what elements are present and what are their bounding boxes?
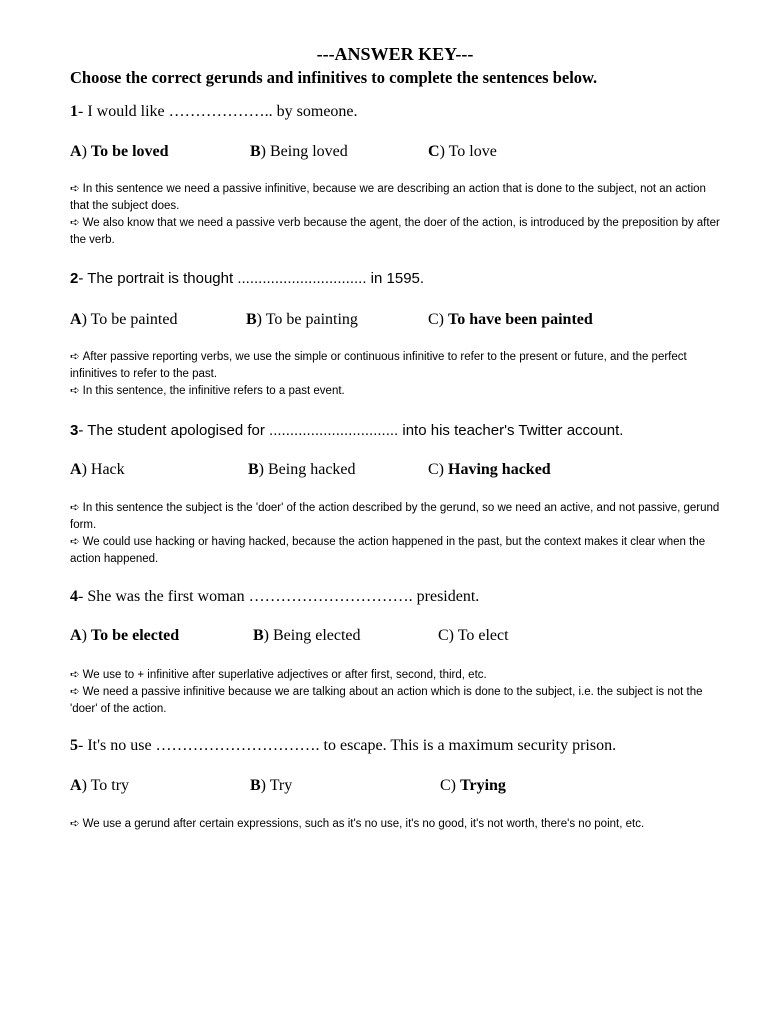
question-3-sentence	[70, 422, 623, 439]
question-4-notes	[70, 667, 720, 718]
question-5-option-c: C) Trying	[440, 777, 506, 794]
question-number: 1	[70, 103, 78, 120]
question-number: 3	[70, 422, 79, 439]
question-3-notes	[70, 500, 720, 568]
question-1-notes	[70, 181, 720, 249]
question-2-notes	[70, 349, 720, 400]
arrow-icon: ➪	[70, 536, 80, 548]
question-number: 4	[70, 588, 78, 605]
question-1-option-b: B) Being loved	[250, 143, 348, 160]
arrow-icon: ➪	[70, 669, 80, 681]
question-text: - It's no use …………………………. to escape. This is a maximum security prison.	[78, 737, 617, 754]
question-5-option-a: A) To try	[70, 777, 130, 794]
question-1-sentence	[70, 103, 358, 121]
question-1-option-a: A) To be loved	[70, 143, 169, 160]
question-4-option-c: C) To elect	[438, 627, 509, 644]
arrow-icon: ➪	[70, 385, 80, 397]
explanation-note: ➪ After passive reporting verbs, we use the simple or continuous infinitive to refer to the present or future, and the perfect infinitives to refer to the past.	[70, 351, 687, 380]
question-text: - I would like ……………….. by someone.	[78, 103, 358, 120]
arrow-icon: ➪	[70, 351, 80, 363]
question-5-notes	[70, 816, 720, 833]
arrow-icon: ➪	[70, 818, 80, 830]
explanation-note: ➪ In this sentence the subject is the 'doer' of the action described by the gerund, so we need an active, and not passive, gerund form.	[70, 502, 720, 531]
explanation-note: ➪ In this sentence we need a passive infinitive, because we are describing an action that is done to the subject, not an action that the subject does.	[70, 183, 706, 212]
explanation-note: ➪ We also know that we need a passive verb because the agent, the doer of the action, is introduced by the preposition by after the verb.	[70, 217, 720, 246]
arrow-icon: ➪	[70, 502, 80, 514]
explanation-note: ➪ We use to + infinitive after superlative adjectives or after first, second, third, etc.	[70, 669, 487, 681]
arrow-icon: ➪	[70, 217, 80, 229]
question-number: 2	[70, 270, 79, 287]
question-text: - The portrait is thought ............................... in 1595.	[78, 270, 425, 287]
question-number: 5	[70, 737, 78, 754]
explanation-note: ➪ In this sentence, the infinitive refers to a past event.	[70, 385, 345, 397]
explanation-note: ➪ We use a gerund after certain expressions, such as it's no use, it's no good, it's not worth, there's no point, etc.	[70, 818, 645, 830]
question-3-option-b: B) Being hacked	[248, 461, 356, 478]
question-2-sentence	[70, 270, 424, 287]
question-3-option-a: A) Hack	[70, 461, 125, 478]
question-2-option-b: B) To be painting	[246, 311, 358, 328]
question-5-sentence	[70, 737, 616, 755]
arrow-icon: ➪	[70, 183, 80, 195]
question-5-option-b: B) Try	[250, 777, 293, 794]
question-4-sentence	[70, 588, 479, 606]
question-2-option-a: A) To be painted	[70, 311, 178, 328]
question-text: - The student apologised for ............................... into his teacher's Twitter account.	[78, 422, 624, 439]
question-3-option-c: C) Having hacked	[428, 461, 551, 478]
question-2-option-c: C) To have been painted	[428, 311, 593, 328]
explanation-note: ➪ We need a passive infinitive because we are talking about an action which is done to the subject, i.e. the subject is not the 'doer' of the action.	[70, 686, 703, 715]
question-4-option-a: A) To be elected	[70, 627, 180, 644]
question-text: - She was the first woman …………………………. president.	[78, 588, 480, 605]
question-1-option-c: C) To love	[428, 143, 497, 160]
question-4-option-b: B) Being elected	[253, 627, 361, 644]
arrow-icon: ➪	[70, 686, 80, 698]
instructions: Choose the correct gerunds and infinitives to complete the sentences below.	[70, 68, 598, 87]
page-title: ---ANSWER KEY---	[316, 44, 474, 64]
explanation-note: ➪ We could use hacking or having hacked, because the action happened in the past, but the context makes it clear when the action happened.	[70, 536, 706, 565]
